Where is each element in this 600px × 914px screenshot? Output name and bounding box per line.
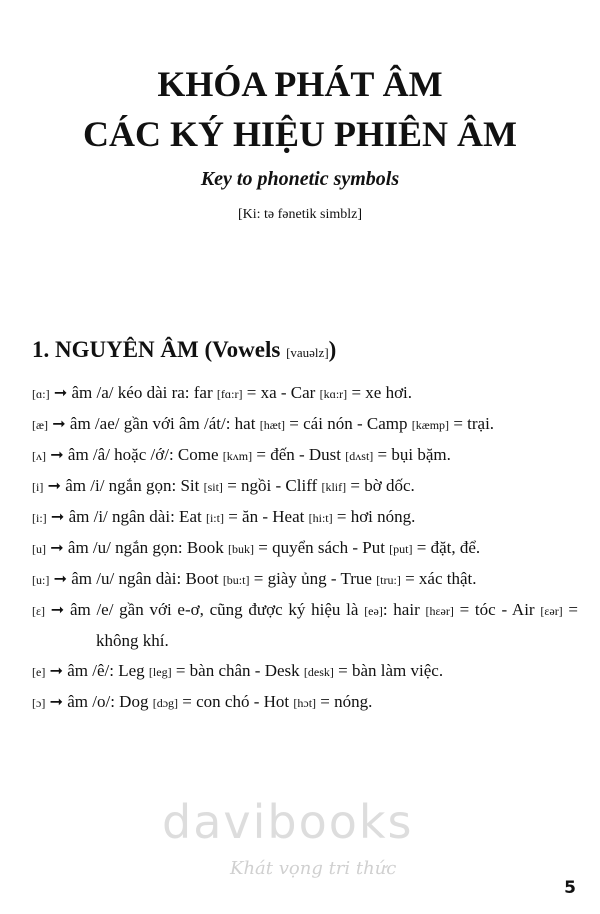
- entry-text: âm /i/ ngắn gọn: Sit: [65, 476, 204, 495]
- vowel-symbol: [ʌ]: [32, 449, 46, 463]
- page-title-line1: KHÓA PHÁT ÂM: [157, 64, 443, 104]
- vowel-symbol: [ɛ]: [32, 604, 46, 618]
- phonetic-transcription: [eə]: [364, 604, 383, 618]
- phonetic-transcription: [klif]: [321, 480, 347, 494]
- entry-text: âm /u/ ngắn gọn: Book: [67, 538, 228, 557]
- entry-text: âm /u/ ngân dài: Boot: [71, 569, 223, 588]
- vowel-symbol: [ɑ:]: [32, 387, 50, 401]
- entry-text: = nóng.: [316, 692, 373, 711]
- entry-text: = bàn làm việc.: [333, 661, 444, 680]
- entry-text: = tóc - Air: [453, 600, 541, 619]
- phonetic-transcription: [kʌm]: [222, 449, 253, 463]
- watermark-brand: davibooks: [162, 795, 414, 849]
- entry-text: = ngồi - Cliff: [222, 476, 322, 495]
- vowel-entry: [32, 378, 578, 409]
- entry-text: âm /ê/: Leg: [67, 661, 149, 680]
- arrow-icon: ➞: [53, 569, 67, 588]
- arrow-icon: ➞: [50, 538, 64, 557]
- entry-text: = đặt, để.: [412, 538, 481, 557]
- entry-text: = trại.: [449, 414, 495, 433]
- phonetic-transcription: [put]: [389, 542, 413, 556]
- page-subtitle: Key to phonetic symbols: [200, 168, 400, 190]
- entry-text: âm /e/ gần với e-ơ, cũng được ký hiệu là: [69, 600, 365, 619]
- phonetic-transcription: [desk]: [303, 665, 334, 679]
- section-heading-text: 1. NGUYÊN ÂM (Vowels: [32, 337, 287, 362]
- section-heading-close: ): [328, 337, 337, 362]
- page-number: 5: [564, 878, 576, 898]
- phonetic-transcription: [hɔt]: [293, 696, 317, 710]
- arrow-icon: ➞: [52, 414, 66, 433]
- vowel-symbol: [i]: [32, 480, 44, 494]
- entry-text: = hơi nóng.: [332, 507, 416, 526]
- entry-text: : hair: [382, 600, 426, 619]
- entry-text: = xác thật.: [400, 569, 477, 588]
- page-title-line2: CÁC KÝ HIỆU PHIÊN ÂM: [82, 114, 517, 154]
- watermark-slogan: Khát vọng tri thức: [230, 858, 397, 879]
- vowel-symbol: [æ]: [32, 418, 48, 432]
- phonetic-transcription: [dʌst]: [345, 449, 374, 463]
- section-heading: [32, 336, 336, 367]
- vowel-entry: [32, 595, 578, 656]
- entry-text: = bờ dốc.: [346, 476, 415, 495]
- entry-text: = giày ủng - True: [249, 569, 377, 588]
- vowel-entry: [32, 409, 578, 440]
- entry-text: = cái nón - Camp: [285, 414, 412, 433]
- phonetic-transcription: [hɛər]: [425, 604, 454, 618]
- phonetic-transcription: [kæmp]: [411, 418, 450, 432]
- vowel-entry: [32, 687, 578, 718]
- vowel-symbol: [u]: [32, 542, 46, 556]
- phonetic-transcription: [leg]: [148, 665, 172, 679]
- entry-text: = con chó - Hot: [178, 692, 294, 711]
- arrow-icon: ➞: [49, 692, 63, 711]
- phonetic-transcription: [sit]: [203, 480, 223, 494]
- entry-text: = bụi bặm.: [373, 445, 451, 464]
- vowel-entry: [32, 471, 578, 502]
- phonetic-transcription: [hæt]: [259, 418, 286, 432]
- entry-text: = không khí.: [96, 600, 579, 650]
- section-heading-ipa: [vauəlz]: [286, 345, 329, 360]
- vowel-entry: [32, 502, 578, 533]
- entry-text: âm /a/ kéo dài ra: far: [71, 383, 217, 402]
- entry-text: âm /ae/ gần với âm /át/: hat: [69, 414, 260, 433]
- arrow-icon: ➞: [50, 507, 65, 526]
- vowel-symbol: [e]: [32, 665, 46, 679]
- phonetic-transcription: [dɔg]: [152, 696, 179, 710]
- entry-text: âm /â/ hoặc /ớ/: Come: [67, 445, 223, 464]
- subtitle-phonetic: [Ki: tə fənetik simblz]: [237, 207, 363, 222]
- phonetic-transcription: [hi:t]: [308, 511, 333, 525]
- arrow-icon: ➞: [50, 445, 64, 464]
- entry-text: = đến - Dust: [252, 445, 346, 464]
- entry-text: = ăn - Heat: [223, 507, 309, 526]
- entry-text: = xe hơi.: [347, 383, 413, 402]
- vowel-symbol: [ɔ]: [32, 696, 46, 710]
- arrow-icon: ➞: [53, 383, 68, 402]
- entry-text: = quyển sách - Put: [253, 538, 390, 557]
- phonetic-transcription: [kɑ:r]: [319, 387, 348, 401]
- entry-text: âm /o/: Dog: [67, 692, 153, 711]
- arrow-icon: ➞: [50, 600, 65, 619]
- arrow-icon: ➞: [47, 476, 61, 495]
- entry-text: âm /i/ ngân dài: Eat: [68, 507, 206, 526]
- vowel-entry: [32, 440, 578, 471]
- vowel-entry: [32, 656, 578, 687]
- phonetic-transcription: [i:t]: [205, 511, 224, 525]
- vowel-entry: [32, 564, 578, 595]
- phonetic-transcription: [bu:t]: [222, 573, 250, 587]
- phonetic-transcription: [tru:]: [376, 573, 401, 587]
- phonetic-transcription: [buk]: [227, 542, 254, 556]
- phonetic-transcription: [ɛər]: [540, 604, 563, 618]
- vowel-entry: [32, 533, 578, 564]
- entry-text: = xa - Car: [242, 383, 320, 402]
- phonetic-transcription: [fɑ:r]: [216, 387, 243, 401]
- vowel-symbol: [u:]: [32, 573, 50, 587]
- entry-text: = bàn chân - Desk: [171, 661, 304, 680]
- arrow-icon: ➞: [49, 661, 63, 680]
- vowel-entries-list: [32, 378, 578, 718]
- vowel-symbol: [i:]: [32, 511, 47, 525]
